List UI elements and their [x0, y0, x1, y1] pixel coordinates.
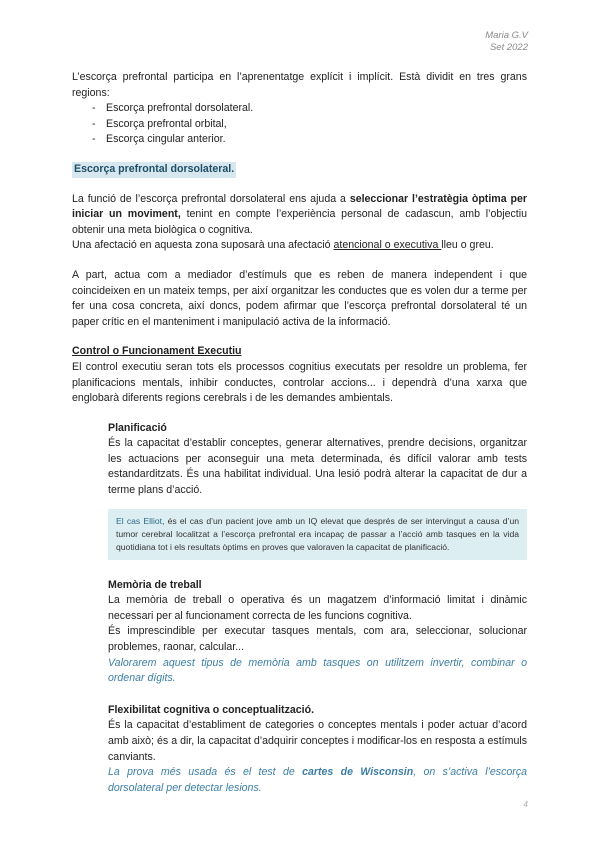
elliot-case-callout: El cas Elliot, és el cas d’un pacient jove amb un IQ elevat que després de ser intervingut a causa d’un tumor cerebral localitzat a l’escorça prefrontal era incapaç de passar a l’acció amb tasques en la vida quotidiana tot i els resultats òptims en proves que valoraven la capacitat de planificació. [108, 509, 527, 560]
list-item: - Escorça cingular anterior. [92, 132, 527, 148]
control-paragraph: El control executiu seran tots els processos cognitius executats per resoldre un problema, fer planificacions mentals, inhibir conductes, controlar accions... i dependrà d’una xarxa que englobarà diferents regions cerebrals i de les demandes ambientals. [72, 360, 527, 405]
document-body [72, 70, 527, 796]
planning-paragraph: És la capacitat d’establir conceptes, generar alternatives, prendre decisions, organitzar les actuacions per aconseguir una meta determinada, és difícil valorar amb tests estandarditzats. És una habilitat individual. Una lesió podrà alterar la capacitat de dur a terme plans d’acció. [108, 437, 527, 497]
control-heading: Control o Funcionament Executiu [72, 345, 242, 358]
author-name: Maria G.V [485, 30, 528, 41]
memory-note: Valorarem aquest tipus de memòria amb tasques on utilitzem invertir, combinar o ordenar dígits. [108, 656, 527, 685]
list-item: - Escorça prefrontal orbital, [92, 117, 527, 133]
flex-paragraph: És la capacitat d’establiment de categories o conceptes mentals i poder actuar d’acord amb això; és a dir, la capacitat d’adquirir conceptes i modificar-los en resposta a estímuls canviants. [108, 719, 527, 763]
emphasis-text: cartes de Wisconsin [302, 766, 414, 779]
memory-heading: Memòria de treball [108, 578, 202, 591]
planning-section [108, 421, 527, 797]
dlpfc-paragraph-2: Una afectació en aquesta zona suposarà una afectació atencional o executiva lleu o greu. [72, 239, 494, 252]
callout-accent-text: El cas Elliot [116, 515, 163, 526]
dlpfc-heading: Escorça prefrontal dorsolateral. [72, 162, 236, 178]
underlined-text: atencional o executiva [333, 239, 442, 252]
memory-paragraph-2: És imprescindible per executar tasques mentals, com ara, seleccionar, solucionar problemes, raonar, calcular... [108, 625, 527, 654]
planning-heading: Planificació [108, 421, 167, 434]
flex-note: La prova més usada és el test de cartes de Wisconsin, on s’activa l’escorça dorsolateral per detectar lesions. [108, 766, 528, 794]
list-item: - Escorça prefrontal dorsolateral. [92, 101, 527, 117]
page-header [485, 30, 528, 54]
page-number: 4 [523, 800, 528, 809]
intro-paragraph: L’escorça prefrontal participa en l’aprenentatge explícit i implícit. Està dividit en tres grans regions: [72, 71, 527, 99]
memory-paragraph-1: La memòria de treball o operativa és un magatzem d’informació limitat i dinàmic necessari per al funcionament correcta de les funcions cognitiva. [108, 594, 527, 622]
regions-list [72, 101, 527, 148]
dlpfc-paragraph-1: La funció de l’escorça prefrontal dorsolateral ens ajuda a seleccionar l’estratègia òptima per iniciar un moviment, tenint en compte l’experiència personal de cadascun, amb l’objectiu obtenir una meta biològica o cognitiva. [72, 192, 527, 236]
dlpfc-paragraph-3: A part, actua com a mediador d’estímuls que es reben de manera independent i que coincideixen en un mateix temps, per així organitzar les conductes que es volen dur a terme per fer una cosa concreta, així doncs, podem afirmar que l’escorça prefrontal dorsolateral té un paper crític en el manteniment i manipulació activa de la informació. [72, 268, 527, 328]
document-date: Set 2022 [489, 42, 528, 53]
flex-heading: Flexibilitat cognitiva o conceptualització. [108, 703, 315, 716]
emphasis-text: seleccionar l’estratègia òptima per iniciar un moviment, [72, 192, 527, 221]
